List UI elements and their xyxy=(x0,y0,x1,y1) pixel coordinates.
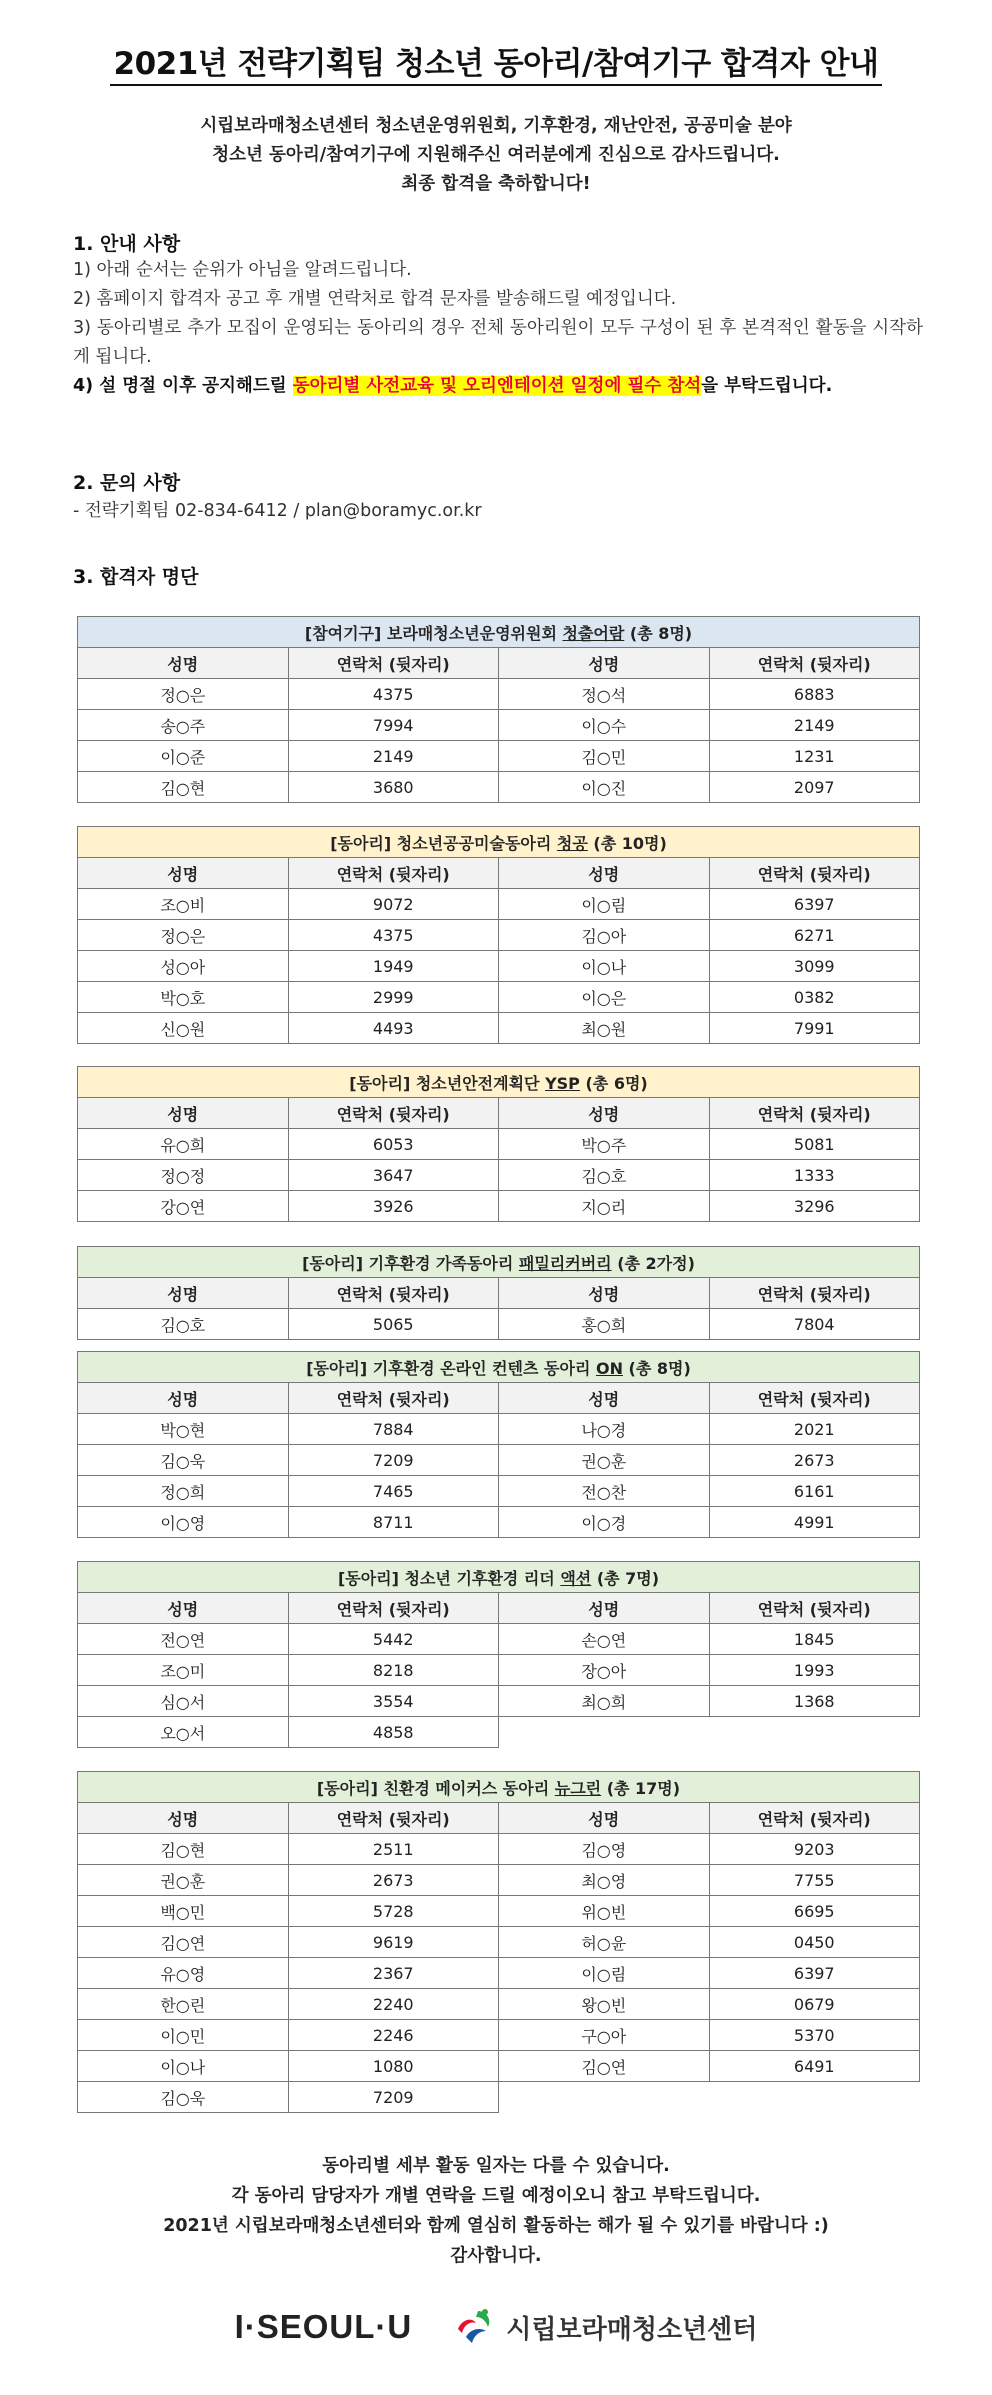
notice-item: 4) 설 명절 이후 공지해드릴 동아리별 사전교육 및 오리엔테이션 일정에 필수 참석을 부탁드립니다. xyxy=(73,376,833,396)
applicant-phone: 5081 xyxy=(709,1129,920,1160)
applicant-name: 전○연 xyxy=(78,1624,289,1655)
section-heading-inquiry: 2. 문의 사항 xyxy=(73,472,181,494)
applicant-phone: 6695 xyxy=(709,1896,920,1927)
applicant-phone: 7465 xyxy=(288,1476,499,1507)
applicant-phone: 6271 xyxy=(709,920,920,951)
applicant-name: 이○림 xyxy=(499,1958,710,1989)
applicant-phone: 6397 xyxy=(709,889,920,920)
applicant-table xyxy=(77,826,920,1044)
group-name: ON xyxy=(595,1358,623,1378)
applicant-name: 최○원 xyxy=(499,1013,710,1044)
applicant-name: 김○연 xyxy=(499,2051,710,2082)
center-name: 시립보라매청소년센터 xyxy=(506,2314,758,2345)
applicant-phone: 5442 xyxy=(288,1624,499,1655)
applicant-phone: 5370 xyxy=(709,2020,920,2051)
applicant-phone: 4858 xyxy=(288,1717,499,1748)
closing-line: 2021년 시립보라매청소년센터와 함께 열심히 활동하는 해가 될 수 있기를 바랍니다 :) xyxy=(163,2216,829,2236)
intro-line: 최종 합격을 축하합니다! xyxy=(401,174,591,194)
table-caption: [동아리] 기후환경 가족동아리 패밀리커버리 (총 2가정) xyxy=(78,1247,920,1278)
table-caption: [동아리] 청소년공공미술동아리 청공 (총 10명) xyxy=(78,827,920,858)
applicant-name: 정○석 xyxy=(499,679,710,710)
applicant-phone: 0679 xyxy=(709,1989,920,2020)
contact-info: - 전략기획팀 02-834-6412 / plan@boramyc.or.kr xyxy=(73,501,482,521)
applicant-phone: 1231 xyxy=(709,741,920,772)
column-header-phone: 연락처 (뒷자리) xyxy=(288,648,499,679)
applicant-phone: 7209 xyxy=(288,2082,499,2113)
table-caption: [동아리] 청소년안전계획단 YSP (총 6명) xyxy=(78,1067,920,1098)
applicant-phone: 9203 xyxy=(709,1834,920,1865)
applicant-name: 김○현 xyxy=(78,772,289,803)
applicant-name: 조○비 xyxy=(78,889,289,920)
table-row xyxy=(78,1013,920,1044)
applicant-name: 김○호 xyxy=(499,1160,710,1191)
section-heading-list: 3. 합격자 명단 xyxy=(73,566,199,588)
applicant-phone: 4493 xyxy=(288,1013,499,1044)
table-row xyxy=(78,1896,920,1927)
table-row xyxy=(78,710,920,741)
column-header-name: 성명 xyxy=(499,1803,710,1834)
applicant-name: 이○림 xyxy=(499,889,710,920)
applicant-name: 위○빈 xyxy=(499,1896,710,1927)
applicant-phone: 9072 xyxy=(288,889,499,920)
applicant-name: 김○민 xyxy=(499,741,710,772)
applicant-phone: 2246 xyxy=(288,2020,499,2051)
center-emblem-icon xyxy=(452,2307,496,2347)
applicant-phone: 7804 xyxy=(709,1309,920,1340)
applicant-name: 한○린 xyxy=(78,1989,289,2020)
applicant-phone: 7994 xyxy=(288,710,499,741)
applicant-name: 지○리 xyxy=(499,1191,710,1222)
applicant-name: 정○희 xyxy=(78,1476,289,1507)
group-name: 패밀리커버리 xyxy=(518,1253,612,1273)
column-header-name: 성명 xyxy=(499,648,710,679)
applicant-phone: 2673 xyxy=(709,1445,920,1476)
table-caption: [동아리] 청소년 기후환경 리더 액션 (총 7명) xyxy=(78,1562,920,1593)
column-header-phone: 연락처 (뒷자리) xyxy=(288,1803,499,1834)
applicant-name: 김○현 xyxy=(78,1834,289,1865)
column-header-phone: 연락처 (뒷자리) xyxy=(288,858,499,889)
applicant-phone: 5065 xyxy=(288,1309,499,1340)
applicant-phone: 6491 xyxy=(709,2051,920,2082)
group-name: 뉴그린 xyxy=(554,1778,602,1798)
notice-list xyxy=(73,256,923,401)
applicant-phone: 1993 xyxy=(709,1655,920,1686)
applicant-name: 홍○희 xyxy=(499,1309,710,1340)
column-header-name: 성명 xyxy=(499,1278,710,1309)
table-row xyxy=(78,2020,920,2051)
applicant-name: 심○서 xyxy=(78,1686,289,1717)
applicant-name: 유○영 xyxy=(78,1958,289,1989)
applicant-phone: 5728 xyxy=(288,1896,499,1927)
column-header-phone: 연락처 (뒷자리) xyxy=(288,1383,499,1414)
applicant-table xyxy=(77,1246,920,1340)
applicant-phone: 3926 xyxy=(288,1191,499,1222)
section-heading-notice: 1. 안내 사항 xyxy=(73,233,181,255)
applicant-phone: 8711 xyxy=(288,1507,499,1538)
applicant-name: 조○미 xyxy=(78,1655,289,1686)
table-row xyxy=(78,889,920,920)
page-title: 2021년 전략기획팀 청소년 동아리/참여기구 합격자 안내 xyxy=(0,38,992,83)
applicant-table xyxy=(77,1351,920,1538)
table-row xyxy=(78,1865,920,1896)
table-row xyxy=(78,951,920,982)
column-header-phone: 연락처 (뒷자리) xyxy=(709,1278,920,1309)
applicant-name: 이○영 xyxy=(78,1507,289,1538)
group-name: 청출어람 xyxy=(562,623,625,643)
applicant-phone: 1333 xyxy=(709,1160,920,1191)
applicant-table xyxy=(77,1771,920,2113)
applicant-name: 유○희 xyxy=(78,1129,289,1160)
intro-line: 시립보라매청소년센터 청소년운영위원회, 기후환경, 재난안전, 공공미술 분야 xyxy=(200,116,792,136)
applicant-name: 손○연 xyxy=(499,1624,710,1655)
applicant-name: 이○나 xyxy=(499,951,710,982)
applicant-phone: 2097 xyxy=(709,772,920,803)
i-seoul-u-logo-text: I·SEOUL·U xyxy=(234,2308,413,2345)
column-header-name: 성명 xyxy=(499,1098,710,1129)
notice-item: 2) 홈페이지 합격자 공고 후 개별 연락처로 합격 문자를 발송해드릴 예정입니다. xyxy=(73,289,677,309)
table-row xyxy=(78,1927,920,1958)
table-row xyxy=(78,1624,920,1655)
column-header-name: 성명 xyxy=(78,858,289,889)
applicant-name xyxy=(499,2082,710,2113)
applicant-phone: 3647 xyxy=(288,1160,499,1191)
table-row xyxy=(78,2051,920,2082)
table-row xyxy=(78,1686,920,1717)
applicant-name: 이○수 xyxy=(499,710,710,741)
column-header-name: 성명 xyxy=(78,1383,289,1414)
column-header-name: 성명 xyxy=(78,1278,289,1309)
applicant-phone: 6397 xyxy=(709,1958,920,1989)
applicant-phone: 0450 xyxy=(709,1927,920,1958)
applicant-phone: 9619 xyxy=(288,1927,499,1958)
table-row xyxy=(78,1834,920,1865)
column-header-phone: 연락처 (뒷자리) xyxy=(709,1098,920,1129)
column-header-phone: 연락처 (뒷자리) xyxy=(709,1593,920,1624)
applicant-phone: 2999 xyxy=(288,982,499,1013)
applicant-phone: 2673 xyxy=(288,1865,499,1896)
closing-line: 동아리별 세부 활동 일자는 다를 수 있습니다. xyxy=(322,2156,670,2176)
table-row xyxy=(78,679,920,710)
table-row xyxy=(78,1476,920,1507)
applicant-name: 성○아 xyxy=(78,951,289,982)
applicant-phone: 6053 xyxy=(288,1129,499,1160)
applicant-name: 박○주 xyxy=(499,1129,710,1160)
table-row xyxy=(78,1191,920,1222)
table-row xyxy=(78,1958,920,1989)
applicant-table xyxy=(77,1561,920,1748)
table-row xyxy=(78,1129,920,1160)
applicant-phone: 3099 xyxy=(709,951,920,982)
applicant-name: 구○아 xyxy=(499,2020,710,2051)
intro-message xyxy=(60,112,932,199)
table-row xyxy=(78,1655,920,1686)
applicant-phone: 0382 xyxy=(709,982,920,1013)
table-row xyxy=(78,1989,920,2020)
column-header-phone: 연락처 (뒷자리) xyxy=(288,1278,499,1309)
closing-line: 각 동아리 담당자가 개별 연락을 드릴 예정이오니 참고 부탁드립니다. xyxy=(231,2186,761,2206)
column-header-phone: 연락처 (뒷자리) xyxy=(709,1383,920,1414)
table-row xyxy=(78,920,920,951)
applicant-table xyxy=(77,616,920,803)
applicant-name: 권○훈 xyxy=(499,1445,710,1476)
applicant-name: 김○연 xyxy=(78,1927,289,1958)
applicant-phone: 2511 xyxy=(288,1834,499,1865)
applicant-name: 권○훈 xyxy=(78,1865,289,1896)
applicant-name: 이○경 xyxy=(499,1507,710,1538)
table-caption: [동아리] 친환경 메이커스 동아리 뉴그린 (총 17명) xyxy=(78,1772,920,1803)
applicant-name: 백○민 xyxy=(78,1896,289,1927)
table-row xyxy=(78,1717,920,1748)
notice-item: 1) 아래 순서는 순위가 아님을 알려드립니다. xyxy=(73,260,412,280)
applicant-name: 이○나 xyxy=(78,2051,289,2082)
table-row xyxy=(78,1160,920,1191)
applicant-phone: 1949 xyxy=(288,951,499,982)
center-logo xyxy=(452,2307,757,2347)
applicant-name: 강○연 xyxy=(78,1191,289,1222)
intro-line: 청소년 동아리/참여기구에 지원해주신 여러분에게 진심으로 감사드립니다. xyxy=(212,145,780,165)
applicant-phone: 4375 xyxy=(288,679,499,710)
applicant-name: 나○경 xyxy=(499,1414,710,1445)
table-caption: [참여기구] 보라매청소년운영위원회 청출어람 (총 8명) xyxy=(78,617,920,648)
column-header-phone: 연락처 (뒷자리) xyxy=(709,858,920,889)
applicant-name: 김○호 xyxy=(78,1309,289,1340)
table-row xyxy=(78,1445,920,1476)
applicant-name: 김○영 xyxy=(499,1834,710,1865)
i-seoul-u-logo xyxy=(235,2308,413,2346)
applicant-phone: 3554 xyxy=(288,1686,499,1717)
applicant-phone: 3296 xyxy=(709,1191,920,1222)
applicant-name: 신○원 xyxy=(78,1013,289,1044)
applicant-phone xyxy=(709,2082,920,2113)
column-header-phone: 연락처 (뒷자리) xyxy=(709,1803,920,1834)
applicant-phone: 6883 xyxy=(709,679,920,710)
column-header-phone: 연락처 (뒷자리) xyxy=(288,1098,499,1129)
applicant-phone: 6161 xyxy=(709,1476,920,1507)
applicant-name: 최○영 xyxy=(499,1865,710,1896)
applicant-name: 이○은 xyxy=(499,982,710,1013)
table-row xyxy=(78,2082,920,2113)
applicant-name: 정○정 xyxy=(78,1160,289,1191)
applicant-name: 최○희 xyxy=(499,1686,710,1717)
group-name: 청공 xyxy=(556,833,588,853)
applicant-phone: 2149 xyxy=(709,710,920,741)
applicant-phone: 1368 xyxy=(709,1686,920,1717)
applicant-name: 왕○빈 xyxy=(499,1989,710,2020)
applicant-name: 오○서 xyxy=(78,1717,289,1748)
table-row xyxy=(78,1309,920,1340)
table-row xyxy=(78,741,920,772)
applicant-name: 허○윤 xyxy=(499,1927,710,1958)
column-header-name: 성명 xyxy=(499,1383,710,1414)
applicant-phone: 4991 xyxy=(709,1507,920,1538)
applicant-phone xyxy=(709,1717,920,1748)
applicant-name: 김○욱 xyxy=(78,2082,289,2113)
closing-line: 감사합니다. xyxy=(450,2246,542,2266)
table-row xyxy=(78,1507,920,1538)
applicant-phone: 7884 xyxy=(288,1414,499,1445)
closing-message xyxy=(0,2151,992,2271)
column-header-name: 성명 xyxy=(78,648,289,679)
column-header-name: 성명 xyxy=(499,858,710,889)
applicant-name: 김○욱 xyxy=(78,1445,289,1476)
applicant-phone: 2240 xyxy=(288,1989,499,2020)
applicant-phone: 1080 xyxy=(288,2051,499,2082)
applicant-name xyxy=(499,1717,710,1748)
column-header-phone: 연락처 (뒷자리) xyxy=(709,648,920,679)
table-row xyxy=(78,772,920,803)
column-header-phone: 연락처 (뒷자리) xyxy=(288,1593,499,1624)
applicant-phone: 1845 xyxy=(709,1624,920,1655)
applicant-table xyxy=(77,1066,920,1222)
applicant-phone: 7755 xyxy=(709,1865,920,1896)
applicant-name: 김○아 xyxy=(499,920,710,951)
table-caption: [동아리] 기후환경 온라인 컨텐츠 동아리 ON (총 8명) xyxy=(78,1352,920,1383)
applicant-name: 장○아 xyxy=(499,1655,710,1686)
applicant-name: 정○은 xyxy=(78,679,289,710)
applicant-phone: 7209 xyxy=(288,1445,499,1476)
column-header-name: 성명 xyxy=(78,1098,289,1129)
group-name: 액션 xyxy=(560,1568,592,1588)
applicant-phone: 8218 xyxy=(288,1655,499,1686)
applicant-name: 박○호 xyxy=(78,982,289,1013)
notice-item: 3) 동아리별로 추가 모집이 운영되는 동아리의 경우 전체 동아리원이 모두 구성이 된 후 본격적인 활동을 시작하게 됩니다. xyxy=(73,318,923,367)
table-row xyxy=(78,982,920,1013)
applicant-phone: 2021 xyxy=(709,1414,920,1445)
applicant-phone: 2367 xyxy=(288,1958,499,1989)
applicant-name: 이○진 xyxy=(499,772,710,803)
applicant-phone: 3680 xyxy=(288,772,499,803)
column-header-name: 성명 xyxy=(78,1593,289,1624)
applicant-name: 박○현 xyxy=(78,1414,289,1445)
applicant-name: 이○준 xyxy=(78,741,289,772)
applicant-name: 전○찬 xyxy=(499,1476,710,1507)
applicant-name: 송○주 xyxy=(78,710,289,741)
footer-logos xyxy=(0,2302,992,2352)
highlight-text: 동아리별 사전교육 및 오리엔테이션 일정에 필수 참석 xyxy=(292,376,702,396)
column-header-name: 성명 xyxy=(499,1593,710,1624)
group-name: YSP xyxy=(545,1073,580,1093)
table-row xyxy=(78,1414,920,1445)
applicant-name: 이○민 xyxy=(78,2020,289,2051)
applicant-phone: 2149 xyxy=(288,741,499,772)
applicant-name: 정○은 xyxy=(78,920,289,951)
applicant-phone: 7991 xyxy=(709,1013,920,1044)
column-header-name: 성명 xyxy=(78,1803,289,1834)
applicant-phone: 4375 xyxy=(288,920,499,951)
